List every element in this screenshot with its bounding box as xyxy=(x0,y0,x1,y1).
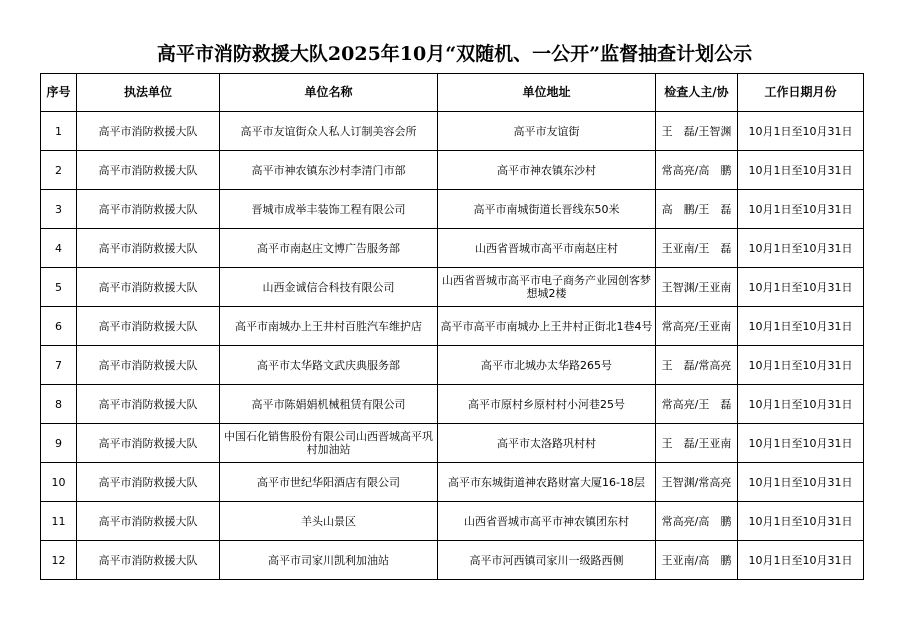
inspection-plan-table xyxy=(40,73,864,580)
cell-unit-address: 山西省晋城市高平市神农镇团东村 xyxy=(438,502,656,541)
cell-unit-address: 高平市原村乡原村村小河巷25号 xyxy=(438,385,656,424)
cell-work-dates: 10月1日至10月31日 xyxy=(738,385,864,424)
cell-inspectors: 王亚南/王 磊 xyxy=(656,229,738,268)
cell-unit-name: 高平市友谊街众人私人订制美容会所 xyxy=(220,112,438,151)
cell-unit-address: 高平市北城办太华路265号 xyxy=(438,346,656,385)
cell-enforcement-unit: 高平市消防救援大队 xyxy=(77,463,220,502)
cell-seq: 12 xyxy=(41,541,77,580)
cell-enforcement-unit: 高平市消防救援大队 xyxy=(77,151,220,190)
cell-enforcement-unit: 高平市消防救援大队 xyxy=(77,190,220,229)
cell-unit-name: 高平市世纪华阳酒店有限公司 xyxy=(220,463,438,502)
cell-work-dates: 10月1日至10月31日 xyxy=(738,346,864,385)
cell-work-dates: 10月1日至10月31日 xyxy=(738,541,864,580)
cell-unit-name: 高平市陈娟娟机械租赁有限公司 xyxy=(220,385,438,424)
table-row xyxy=(41,385,864,424)
cell-enforcement-unit: 高平市消防救援大队 xyxy=(77,346,220,385)
cell-enforcement-unit: 高平市消防救援大队 xyxy=(77,424,220,463)
cell-seq: 6 xyxy=(41,307,77,346)
cell-inspectors: 王智渊/王亚南 xyxy=(656,268,738,307)
table-row xyxy=(41,190,864,229)
cell-enforcement-unit: 高平市消防救援大队 xyxy=(77,502,220,541)
cell-unit-address: 山西省晋城市高平市南赵庄村 xyxy=(438,229,656,268)
cell-inspectors: 王 磊/王智渊 xyxy=(656,112,738,151)
cell-inspectors: 常高亮/高 鹏 xyxy=(656,151,738,190)
cell-inspectors: 常高亮/王亚南 xyxy=(656,307,738,346)
cell-work-dates: 10月1日至10月31日 xyxy=(738,424,864,463)
cell-work-dates: 10月1日至10月31日 xyxy=(738,229,864,268)
cell-seq: 2 xyxy=(41,151,77,190)
table-row xyxy=(41,463,864,502)
table-row xyxy=(41,541,864,580)
cell-seq: 7 xyxy=(41,346,77,385)
cell-unit-address: 高平市高平市南城办上王井村正街北1巷4号 xyxy=(438,307,656,346)
document-title: 高平市消防救援大队2025年10月“双随机、一公开”监督抽查计划公示 xyxy=(156,43,753,65)
cell-unit-address: 高平市神农镇东沙村 xyxy=(438,151,656,190)
table-row xyxy=(41,229,864,268)
cell-unit-address: 高平市东城街道神农路财富大厦16-18层 xyxy=(438,463,656,502)
cell-work-dates: 10月1日至10月31日 xyxy=(738,112,864,151)
cell-enforcement-unit: 高平市消防救援大队 xyxy=(77,385,220,424)
table-row xyxy=(41,346,864,385)
cell-enforcement-unit: 高平市消防救援大队 xyxy=(77,229,220,268)
cell-unit-name: 山西金诚信合科技有限公司 xyxy=(220,268,438,307)
cell-unit-name: 晋城市成举丰装饰工程有限公司 xyxy=(220,190,438,229)
cell-seq: 4 xyxy=(41,229,77,268)
header-enforcement-unit: 执法单位 xyxy=(77,74,220,112)
header-seq: 序号 xyxy=(41,74,77,112)
cell-work-dates: 10月1日至10月31日 xyxy=(738,502,864,541)
cell-unit-name: 高平市太华路文武庆典服务部 xyxy=(220,346,438,385)
cell-unit-address: 山西省晋城市高平市电子商务产业园创客梦想城2楼 xyxy=(438,268,656,307)
cell-work-dates: 10月1日至10月31日 xyxy=(738,307,864,346)
cell-seq: 10 xyxy=(41,463,77,502)
cell-seq: 8 xyxy=(41,385,77,424)
cell-seq: 11 xyxy=(41,502,77,541)
cell-unit-address: 高平市南城街道长晋线东50米 xyxy=(438,190,656,229)
cell-unit-name: 羊头山景区 xyxy=(220,502,438,541)
cell-unit-name: 中国石化销售股份有限公司山西晋城高平巩村加油站 xyxy=(220,424,438,463)
cell-unit-name: 高平市神农镇东沙村李清门市部 xyxy=(220,151,438,190)
table-row xyxy=(41,268,864,307)
cell-enforcement-unit: 高平市消防救援大队 xyxy=(77,268,220,307)
cell-seq: 5 xyxy=(41,268,77,307)
cell-inspectors: 王 磊/常高亮 xyxy=(656,346,738,385)
header-inspectors: 检查人主/协 xyxy=(656,74,738,112)
cell-seq: 3 xyxy=(41,190,77,229)
header-unit-name: 单位名称 xyxy=(220,74,438,112)
table-row xyxy=(41,112,864,151)
cell-inspectors: 王 磊/王亚南 xyxy=(656,424,738,463)
cell-inspectors: 王智渊/常高亮 xyxy=(656,463,738,502)
header-work-dates: 工作日期月份 xyxy=(738,74,864,112)
cell-unit-name: 高平市司家川凯利加油站 xyxy=(220,541,438,580)
cell-inspectors: 常高亮/王 磊 xyxy=(656,385,738,424)
cell-unit-name: 高平市南赵庄文博广告服务部 xyxy=(220,229,438,268)
cell-work-dates: 10月1日至10月31日 xyxy=(738,190,864,229)
cell-enforcement-unit: 高平市消防救援大队 xyxy=(77,112,220,151)
table-header-row xyxy=(41,74,864,112)
cell-work-dates: 10月1日至10月31日 xyxy=(738,268,864,307)
table-row xyxy=(41,424,864,463)
cell-unit-address: 高平市太洛路巩村村 xyxy=(438,424,656,463)
cell-inspectors: 王亚南/高 鹏 xyxy=(656,541,738,580)
table-row xyxy=(41,502,864,541)
cell-work-dates: 10月1日至10月31日 xyxy=(738,463,864,502)
cell-enforcement-unit: 高平市消防救援大队 xyxy=(77,307,220,346)
cell-seq: 1 xyxy=(41,112,77,151)
table-row xyxy=(41,307,864,346)
cell-seq: 9 xyxy=(41,424,77,463)
table-row xyxy=(41,151,864,190)
cell-inspectors: 高 鹏/王 磊 xyxy=(656,190,738,229)
cell-inspectors: 常高亮/高 鹏 xyxy=(656,502,738,541)
cell-unit-address: 高平市友谊街 xyxy=(438,112,656,151)
cell-unit-name: 高平市南城办上王井村百胜汽车维护店 xyxy=(220,307,438,346)
header-unit-address: 单位地址 xyxy=(438,74,656,112)
cell-unit-address: 高平市河西镇司家川一级路西侧 xyxy=(438,541,656,580)
cell-work-dates: 10月1日至10月31日 xyxy=(738,151,864,190)
cell-enforcement-unit: 高平市消防救援大队 xyxy=(77,541,220,580)
